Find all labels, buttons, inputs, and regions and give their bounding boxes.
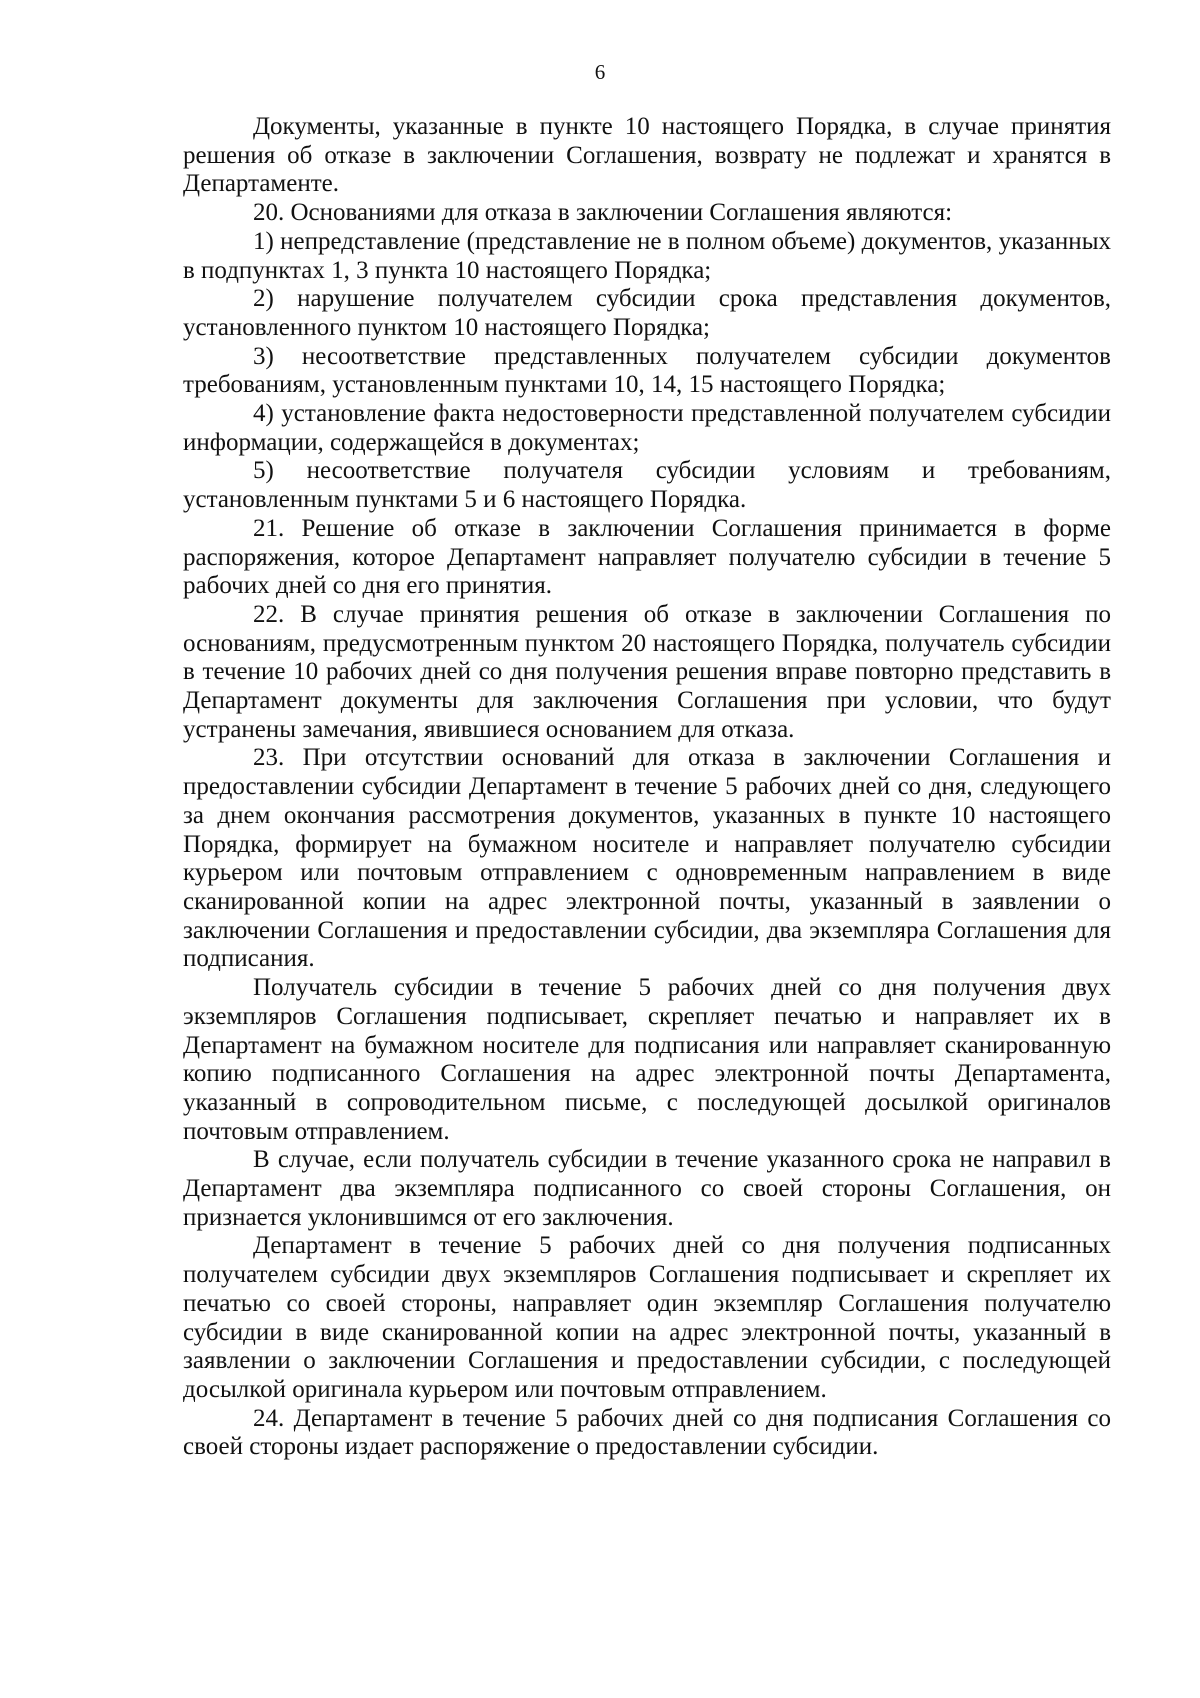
paragraph-24-order: 24. Департамент в течение 5 рабочих дней со дня подписания Соглашения со своей стороны издает распоряжение о предоставлении субсидии. bbox=[183, 1404, 1111, 1461]
paragraph-recipient-signing: Получатель субсидии в течение 5 рабочих дней со дня получения двух экземпляров Соглашения подписывает, скрепляет печатью и направляет их в Департамент на бумажном носителе для подписания или направляет сканированную копию подписанного Соглашения на адрес электронной почты Департамента, указанный в сопроводительном письме, с последующей досылкой оригиналов почтовым отправлением. bbox=[183, 974, 1111, 1145]
page-number: 6 bbox=[594, 60, 606, 84]
paragraph-21-refusal-decision: 21. Решение об отказе в заключении Соглашения принимается в форме распоряжения, которое Департамент направляет получателю субсидии в течение 5 рабочих дней со дня его принятия. bbox=[183, 514, 1111, 600]
paragraph-22-resubmission: 22. В случае принятия решения об отказе в заключении Соглашения по основаниям, предусмотренным пунктом 20 настоящего Порядка, получатель субсидии в течение 10 рабочих дней со дня получения решения вправе повторно представить в Департамент документы для заключения Соглашения при условии, что будут устранены замечания, явившиеся основанием для отказа. bbox=[183, 600, 1111, 743]
paragraph-20-item-5: 5) несоответствие получателя субсидии условиям и требованиям, установленным пунктами 5 и 6 настоящего Порядка. bbox=[183, 457, 1111, 514]
paragraph-23-agreement-forming: 23. При отсутствии оснований для отказа в заключении Соглашения и предоставлении субсидии Департамент в течение 5 рабочих дней со дня, следующего за днем окончания рассмотрения документов, указанных в пункте 10 настоящего Порядка, формирует на бумажном носителе и направляет получателю субсидии курьером или почтовым отправлением с одновременным направлением в виде сканированной копии на адрес электронной почты, указанный в заявлении о заключении Соглашения и предоставлении субсидии, два экземпляра Соглашения для подписания. bbox=[183, 744, 1111, 973]
paragraph-documents-not-returned: Документы, указанные в пункте 10 настоящего Порядка, в случае принятия решения об отказе в заключении Соглашения, возврату не подлежат и хранятся в Департаменте. bbox=[183, 113, 1111, 198]
paragraph-20-refusal-grounds: 20. Основаниями для отказа в заключении Соглашения являются: bbox=[253, 199, 953, 227]
paragraph-department-signing: Департамент в течение 5 рабочих дней со дня получения подписанных получателем субсидии двух экземпляров Соглашения подписывает и скрепляет их печатью со своей стороны, направляет один экземпляр Соглашения получателю субсидии в виде сканированной копии на адрес электронной почты, указанный в заявлении о заключении Соглашения и предоставлении субсидии, с последующей досылкой оригинала курьером или почтовым отправлением. bbox=[183, 1232, 1111, 1403]
paragraph-evasion: В случае, если получатель субсидии в течение указанного срока не направил в Департамент два экземпляра подписанного со своей стороны Соглашения, он признается уклонившимся от его заключения. bbox=[183, 1146, 1111, 1231]
paragraph-20-item-4: 4) установление факта недостоверности представленной получателем субсидии информации, содержащейся в документах; bbox=[183, 400, 1111, 456]
paragraph-20-item-3: 3) несоответствие представленных получателем субсидии документов требованиям, установленным пунктами 10, 14, 15 настоящего Порядка; bbox=[183, 342, 1111, 399]
document-body bbox=[183, 113, 1111, 1462]
paragraph-20-item-2: 2) нарушение получателем субсидии срока представления документов, установленного пунктом 10 настоящего Порядка; bbox=[183, 285, 1111, 341]
paragraph-20-item-1: 1) непредставление (представление не в полном объеме) документов, указанных в подпунктах 1, 3 пункта 10 настоящего Порядка; bbox=[183, 227, 1111, 284]
